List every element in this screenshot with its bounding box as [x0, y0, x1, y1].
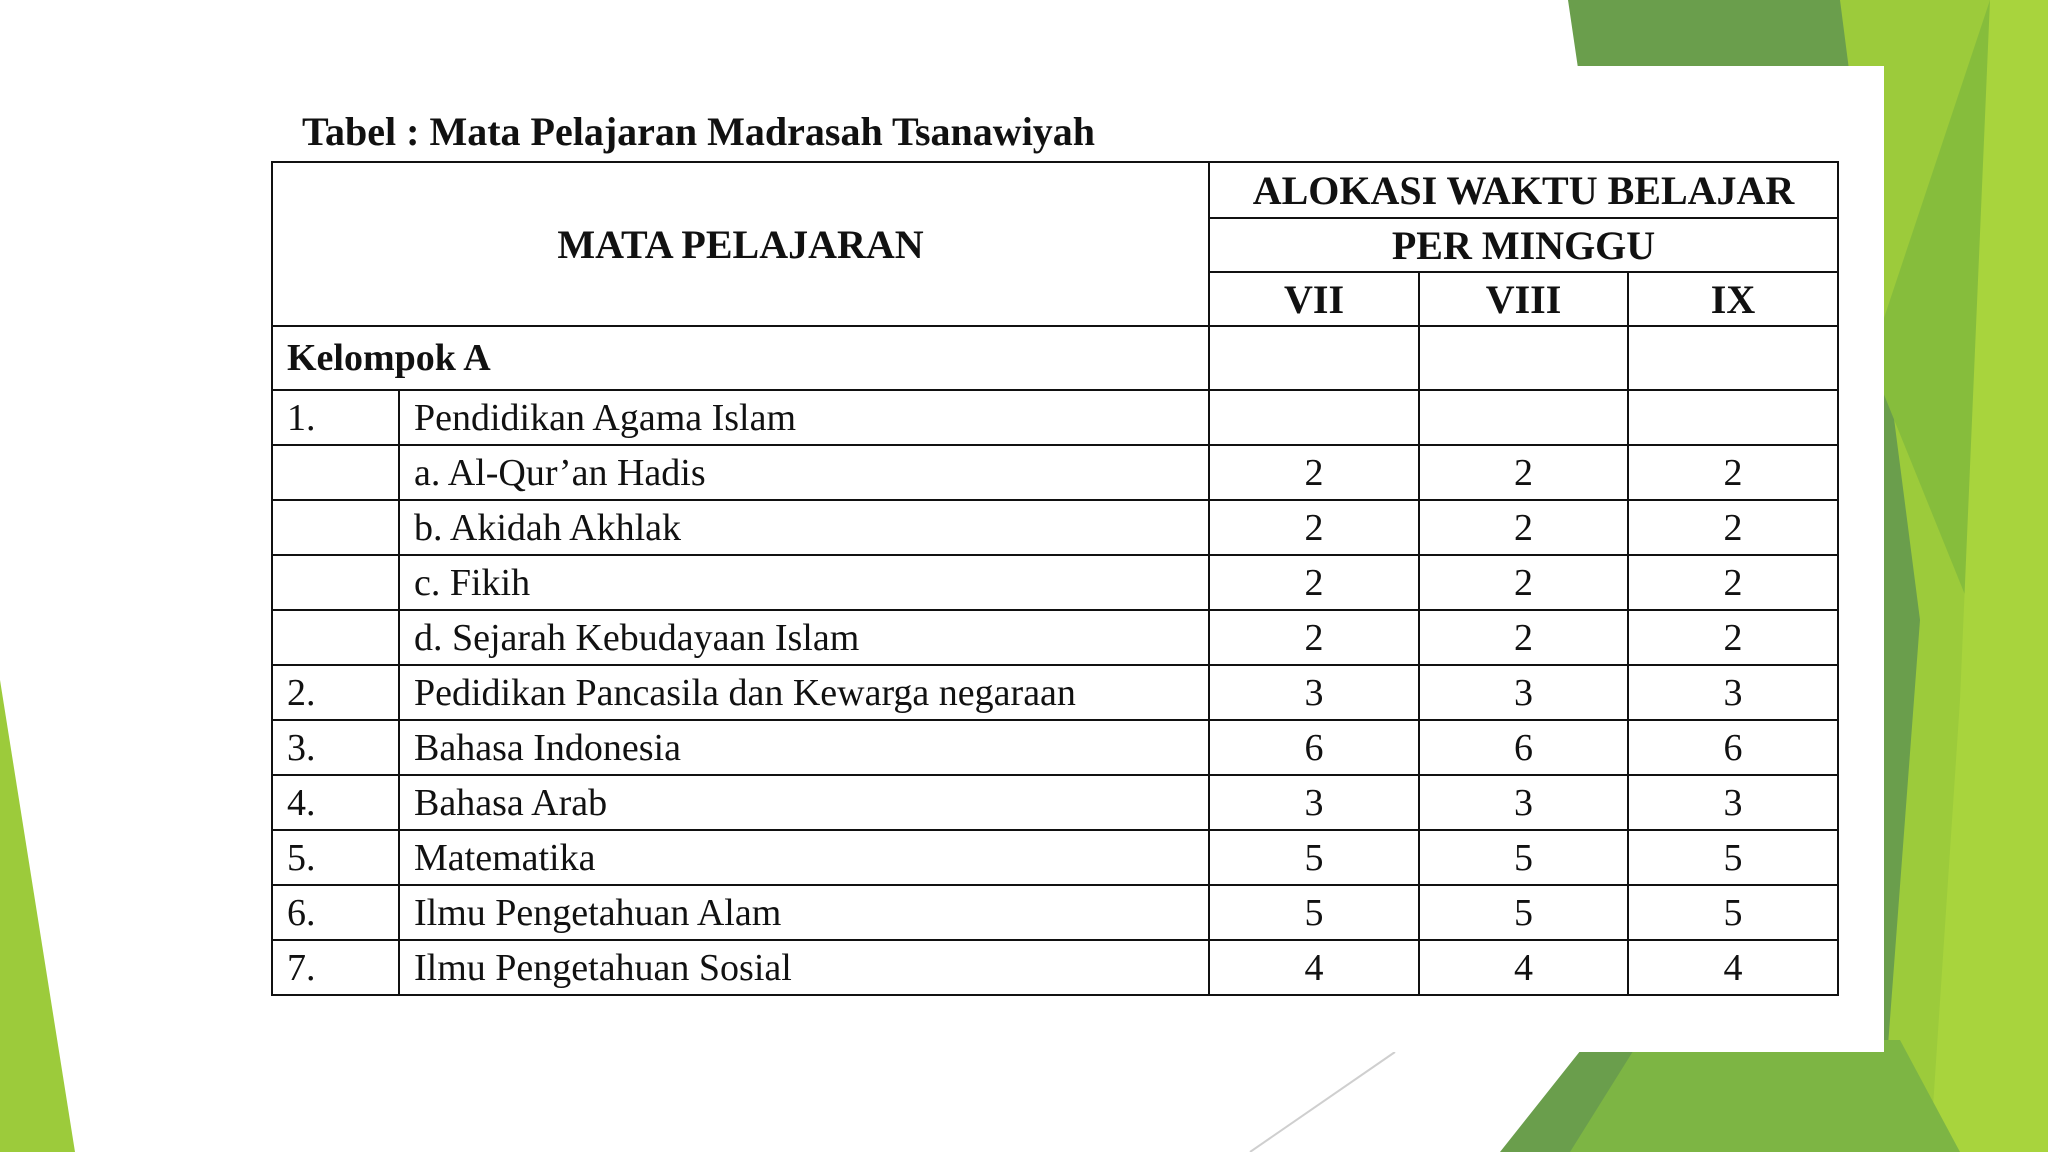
hours-ix-cell: 2: [1628, 445, 1838, 500]
hours-viii-cell: 2: [1419, 500, 1628, 555]
table-row: [272, 610, 1838, 665]
hours-vii-cell: 2: [1209, 555, 1419, 610]
row-number-cell: 3.: [272, 720, 399, 775]
row-number-cell: 1.: [272, 390, 399, 445]
hours-ix-cell: 2: [1628, 500, 1838, 555]
hours-ix-cell: 4: [1628, 940, 1838, 995]
hours-vii-cell: [1209, 390, 1419, 445]
table-caption: Tabel : Mata Pelajaran Madrasah Tsanawiyah: [302, 109, 1096, 154]
subject-cell: Bahasa Arab: [399, 775, 1209, 830]
table-row: [272, 775, 1838, 830]
table-body: [272, 162, 1838, 995]
group-row: [272, 326, 1838, 390]
subject-cell: b. Akidah Akhlak: [399, 500, 1209, 555]
hours-vii-cell: 2: [1209, 610, 1419, 665]
row-number-cell: [272, 555, 399, 610]
hours-viii-cell: 3: [1419, 665, 1628, 720]
hours-vii-cell: 5: [1209, 885, 1419, 940]
hours-ix-cell: 2: [1628, 555, 1838, 610]
table-row: [272, 445, 1838, 500]
table-row: [272, 885, 1838, 940]
group-cell-vii: [1209, 326, 1419, 390]
thin-diagonal-line: [1250, 1052, 1395, 1152]
header-grade-ix: IX: [1628, 272, 1838, 326]
hours-vii-cell: 3: [1209, 775, 1419, 830]
hours-ix-cell: 3: [1628, 775, 1838, 830]
hours-vii-cell: 2: [1209, 445, 1419, 500]
hours-viii-cell: 2: [1419, 445, 1628, 500]
table-row: [272, 390, 1838, 445]
hours-viii-cell: 6: [1419, 720, 1628, 775]
subject-cell: Pedidikan Pancasila dan Kewarga negaraan: [399, 665, 1209, 720]
hours-ix-cell: [1628, 390, 1838, 445]
subject-cell: a. Al-Qur’an Hadis: [399, 445, 1209, 500]
header-grade-viii: VIII: [1419, 272, 1628, 326]
hours-viii-cell: 2: [1419, 610, 1628, 665]
header-grade-vii: VII: [1209, 272, 1419, 326]
header-row-1: [272, 162, 1838, 218]
table-row: [272, 720, 1838, 775]
subject-cell: Pendidikan Agama Islam: [399, 390, 1209, 445]
row-number-cell: 7.: [272, 940, 399, 995]
row-number-cell: 2.: [272, 665, 399, 720]
hours-vii-cell: 5: [1209, 830, 1419, 885]
table-row: [272, 500, 1838, 555]
table-row: [272, 940, 1838, 995]
hours-viii-cell: [1419, 390, 1628, 445]
hours-viii-cell: 2: [1419, 555, 1628, 610]
table-row: [272, 830, 1838, 885]
hours-viii-cell: 5: [1419, 830, 1628, 885]
header-allocation-line1: ALOKASI WAKTU BELAJAR: [1209, 162, 1838, 218]
header-allocation-line2: PER MINGGU: [1209, 218, 1838, 272]
header-subject: MATA PELAJARAN: [272, 162, 1209, 326]
hours-ix-cell: 5: [1628, 885, 1838, 940]
left-green-sliver: [0, 680, 75, 1152]
hours-ix-cell: 6: [1628, 720, 1838, 775]
group-cell-viii: [1419, 326, 1628, 390]
subject-cell: Matematika: [399, 830, 1209, 885]
table-row: [272, 665, 1838, 720]
hours-ix-cell: 5: [1628, 830, 1838, 885]
subjects-table: [271, 161, 1839, 996]
hours-vii-cell: 6: [1209, 720, 1419, 775]
hours-vii-cell: 4: [1209, 940, 1419, 995]
row-number-cell: 5.: [272, 830, 399, 885]
hours-vii-cell: 2: [1209, 500, 1419, 555]
hours-viii-cell: 3: [1419, 775, 1628, 830]
row-number-cell: [272, 445, 399, 500]
subject-cell: c. Fikih: [399, 555, 1209, 610]
hours-ix-cell: 3: [1628, 665, 1838, 720]
row-number-cell: [272, 500, 399, 555]
subject-cell: Bahasa Indonesia: [399, 720, 1209, 775]
hours-viii-cell: 5: [1419, 885, 1628, 940]
group-label: Kelompok A: [272, 326, 1209, 390]
subject-cell: Ilmu Pengetahuan Alam: [399, 885, 1209, 940]
hours-viii-cell: 4: [1419, 940, 1628, 995]
subject-cell: Ilmu Pengetahuan Sosial: [399, 940, 1209, 995]
hours-ix-cell: 2: [1628, 610, 1838, 665]
row-number-cell: 4.: [272, 775, 399, 830]
group-cell-ix: [1628, 326, 1838, 390]
table-row: [272, 555, 1838, 610]
subject-cell: d. Sejarah Kebudayaan Islam: [399, 610, 1209, 665]
hours-vii-cell: 3: [1209, 665, 1419, 720]
row-number-cell: 6.: [272, 885, 399, 940]
row-number-cell: [272, 610, 399, 665]
